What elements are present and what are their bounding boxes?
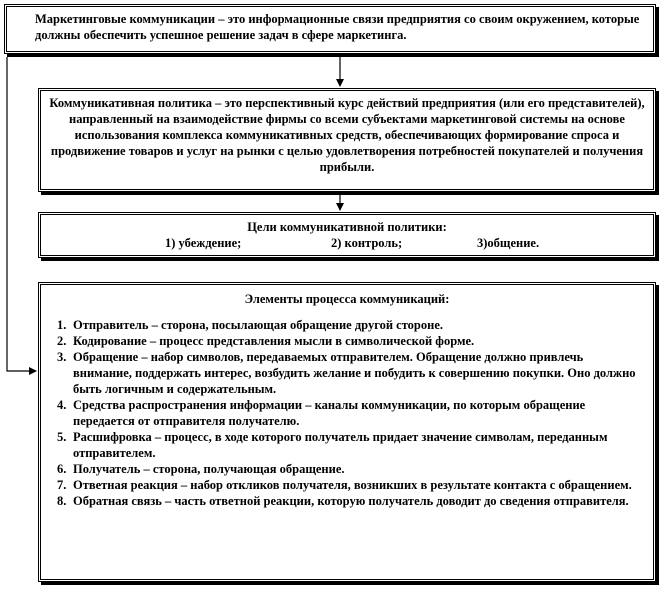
list-item — [57, 333, 643, 349]
goal-item: 3)общение. — [477, 236, 540, 250]
goals-title: Цели коммуникативной политики: — [247, 220, 447, 234]
list-item-text: Средства распространения информации – каналы коммуникации, по которым обращение передается от отправителя получателю. — [73, 398, 586, 428]
list-item-text: Обращение – набор символов, передаваемых отправителем. Обращение должно привлечь внимание, поддержать интерес, возбудить желание и побудить к совершению покупки. Оно должно быть логичным и содержательным. — [73, 350, 636, 396]
list-item-text: Расшифровка – процесс, в ходе которого получатель придает значение символам, переданным отправителем. — [73, 430, 608, 460]
list-item — [57, 397, 643, 429]
elements-title: Элементы процесса коммуникаций: — [244, 292, 450, 306]
elements-list — [41, 317, 653, 509]
list-item-text: Кодирование – процесс представления мысли в символической форме. — [73, 334, 475, 348]
list-item — [57, 493, 643, 509]
arrow-box1-to-box4 — [7, 57, 36, 371]
list-item-number: 7. — [57, 478, 67, 492]
list-item-text: Обратная связь – часть ответной реакции, которую получатель доводит до сведения отправителя. — [73, 494, 629, 508]
list-item-number: 8. — [57, 494, 67, 508]
list-item-number: 2. — [57, 334, 67, 348]
list-item-number: 4. — [57, 398, 67, 412]
list-item-number: 6. — [57, 462, 67, 476]
list-item — [57, 461, 643, 477]
list-item-number: 3. — [57, 350, 67, 364]
list-item-number: 1. — [57, 318, 67, 332]
goal-item: 2) контроль; — [331, 236, 403, 250]
communication-policy-goals — [38, 212, 656, 258]
list-item-text: Отправитель – сторона, посылающая обращение другой стороне. — [73, 318, 444, 332]
list-item — [57, 317, 643, 333]
list-item-number: 5. — [57, 430, 67, 444]
list-item — [57, 477, 643, 493]
goal-item: 1) убеждение; — [165, 236, 242, 250]
definition-communication-policy-text: Коммуникативная политика – это перспективный курс действий предприятия (или его представителей), направленный на взаимодействие фирмы со всеми субъектами маркетинговой системы на основе использования комплекса коммуникативных средств, обеспечивающих формирование спроса и продвижение товаров и услуг на рынки с целью удовлетворения потребностей покупателей и получения прибыли. — [49, 96, 645, 174]
goals-list — [41, 235, 653, 251]
list-item-text: Получатель – сторона, получающая обращение. — [73, 462, 345, 476]
definition-marketing-communications — [4, 4, 656, 54]
definition-marketing-communications-text: Маркетинговые коммуникации – это информационные связи предприятия со своим окружением, которые должны обеспечить успешное решение задач в сфере маркетинга. — [35, 12, 640, 42]
list-item — [57, 349, 643, 397]
communication-process-elements — [38, 282, 656, 582]
definition-communication-policy — [38, 88, 656, 192]
list-item-text: Ответная реакция – набор откликов получателя, возникших в результате контакта с обращением. — [73, 478, 632, 492]
list-item — [57, 429, 643, 461]
